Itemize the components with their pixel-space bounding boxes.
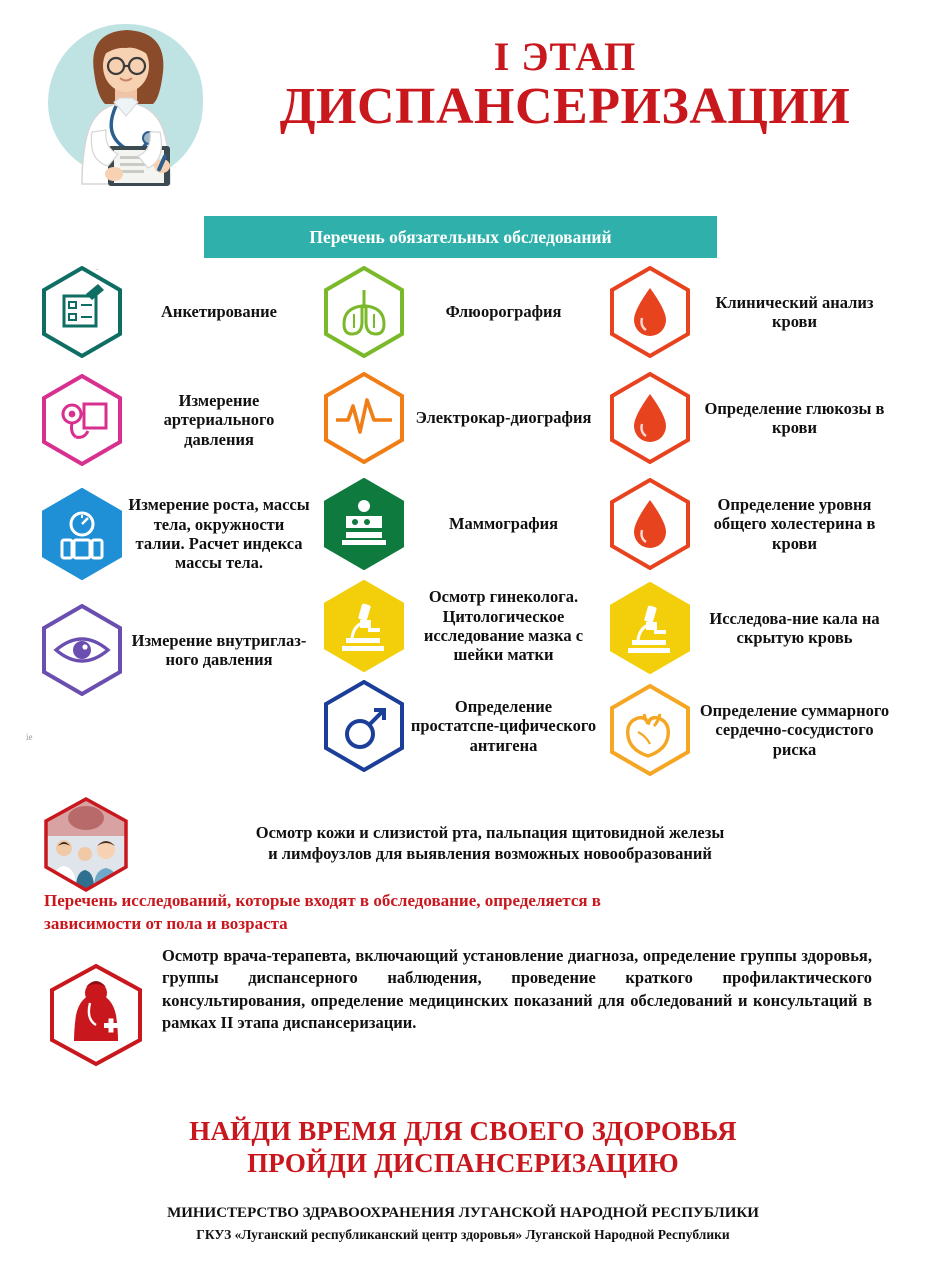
cta-line2: ПРОЙДИ ДИСПАНСЕРИЗАЦИЮ [247,1147,679,1178]
list-item[interactable] [40,604,325,696]
red-note-line1: Перечень исследований, которые входят в обследование, определяется в [44,891,601,910]
list-item-label: Определение простатспе-цифического антигена [410,696,597,755]
list-item-label: Измерение роста, массы тела, окружности талии. Расчет индекса массы тела. [128,495,310,573]
page-title-line2: ДИСПАНСЕРИЗАЦИИ [279,78,851,135]
list-item[interactable] [40,266,325,358]
female-doctor-illustration [42,14,212,189]
microscope-icon [322,580,406,672]
mammography-machine-icon [322,478,406,570]
list-item-label: Флюорография [445,302,562,322]
list-item[interactable] [608,582,908,674]
medical-cross-doctor-icon [48,963,144,1067]
questionnaire-icon [40,266,124,358]
red-note [44,890,890,936]
list-item-label: Определение суммарного сердечно-сосудистого риска [699,700,890,759]
doctor-examining-patient-photo [40,796,130,892]
red-note-line2: зависимости от пола и возраста [44,913,288,933]
call-to-action [0,1116,926,1180]
microscope-icon [608,582,692,674]
list-item-label: Электрокар-диография [415,408,592,428]
list-item-label: Клинический анализ крови [715,292,874,331]
cta-line1: НАЙДИ ВРЕМЯ ДЛЯ СВОЕГО ЗДОРОВЬЯ [189,1116,737,1146]
poster-header [0,0,926,200]
doctor-figure-svg [42,14,212,189]
therapist-examination-text: Осмотр врача-терапевта, включающий установление диагноза, определение группы здоровья, группы диспансерного наблюдения, проведение краткого профилактического консультирования, определение медицинских показаний для обследований и консультаций в рамках II этапа диспансеризации. [162,946,872,1032]
scale-ruler-icon [40,488,124,580]
male-gender-icon [322,680,406,772]
list-item[interactable] [40,374,325,466]
blood-drop-icon [608,266,692,358]
list-item[interactable] [322,580,612,672]
subtitle-banner [204,216,717,258]
list-item[interactable] [608,684,908,776]
examination-list [0,262,926,802]
heart-organ-icon [608,684,692,776]
subtitle-text: Перечень обязательных обследований [309,226,612,247]
skin-examination-text [130,823,850,864]
ecg-heart-rate-icon [322,372,406,464]
list-item-label: Исследова-ние кала на скрытую кровь [709,608,880,647]
column-middle [322,262,612,778]
list-item[interactable] [322,266,612,358]
list-item[interactable] [322,680,612,772]
list-item[interactable] [608,372,908,464]
footer-line1: МИНИСТЕРСТВО ЗДРАВООХРАНЕНИЯ ЛУГАНСКОЙ НАРОДНОЙ РЕСПУБЛИКИ [167,1205,759,1221]
list-item[interactable] [608,478,908,570]
list-item[interactable] [322,478,612,570]
column-left [40,262,325,702]
footer [0,1205,926,1243]
page-title [215,36,915,135]
blood-drop-icon [608,372,692,464]
list-item-label: Анкетирование [161,302,277,322]
scan-artifact-mark: ie [26,732,33,742]
skin-examination-row[interactable] [40,796,900,892]
lungs-icon [322,266,406,358]
list-item-label: Измерение внутриглаз-ного давления [131,630,307,669]
list-item-label: Маммография [448,514,559,534]
eye-icon [40,604,124,696]
footer-line2: ГКУЗ «Луганский республиканский центр здоровья» Луганской Народной Республики [196,1227,730,1242]
list-item[interactable] [608,266,908,358]
list-item[interactable] [322,372,612,464]
list-item-label: Определение уровня общего холестерина в крови [713,494,876,553]
blood-pressure-icon [40,374,124,466]
blood-drop-icon [608,478,692,570]
list-item-label: Осмотр гинеколога. Цитологическое исследование мазка с шейки матки [423,587,584,665]
therapist-examination-row[interactable] [48,945,908,1067]
list-item-label: Определение глюкозы в крови [704,398,885,437]
column-right [608,262,908,782]
skin-examination-line2: и лимфоузлов для выявления возможных новообразований [268,844,712,863]
skin-examination-line1: Осмотр кожи и слизистой рта, пальпация щитовидной железы [255,823,725,843]
list-item[interactable] [40,488,325,580]
scan-artifact-mark: . [96,262,99,272]
list-item-label: Измерение артериального давления [163,390,275,449]
page-title-line1: I ЭТАП [493,34,637,79]
